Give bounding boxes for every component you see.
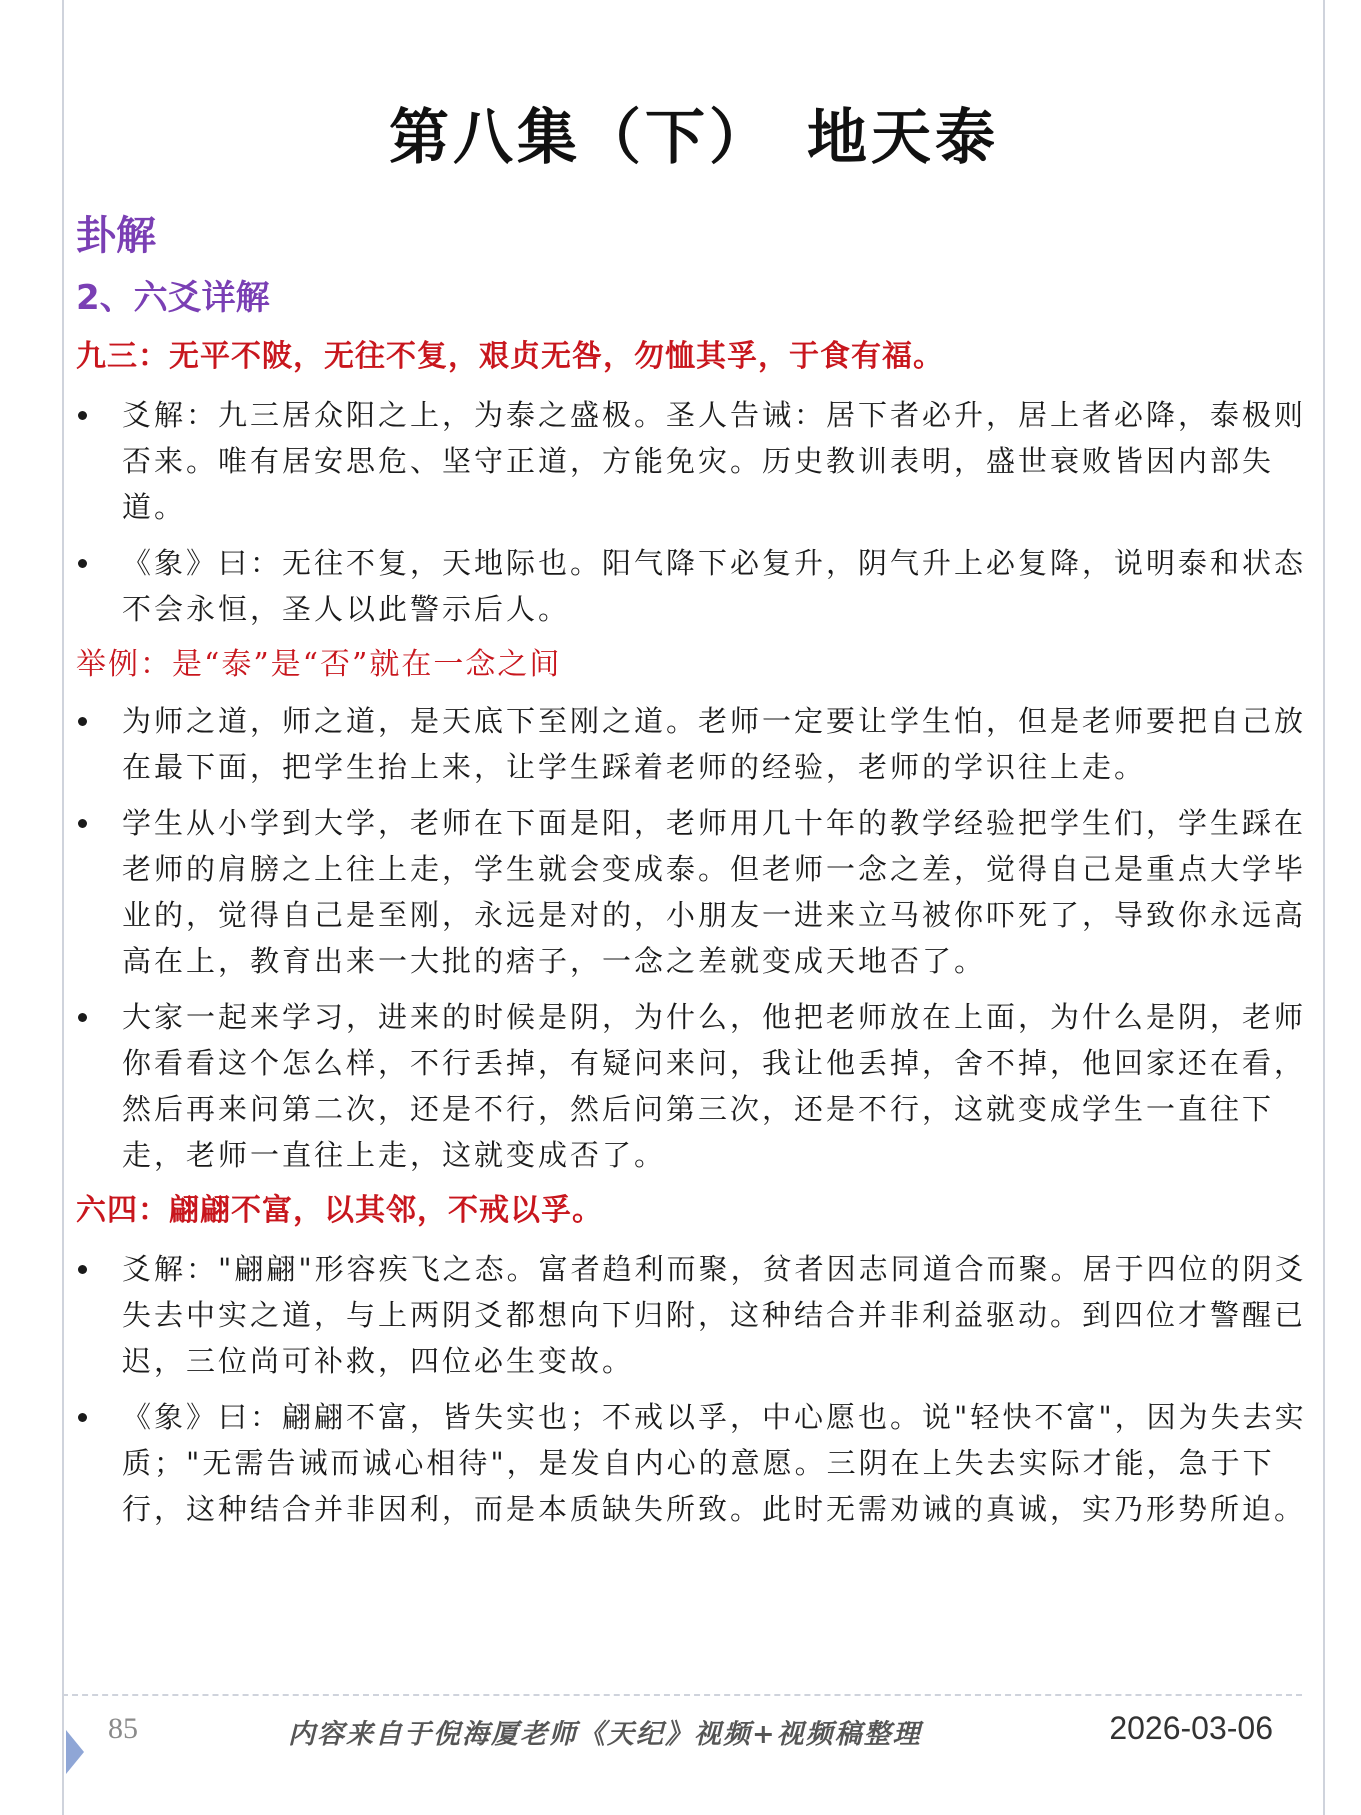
list-item-text: 《象》曰：无往不复，天地际也。阳气降下必复升，阴气升上必复降，说明泰和状态不会永恒，圣人以此警示后人。 — [122, 546, 1307, 626]
example-bullet-list — [76, 698, 1308, 1178]
footer-date: 2026-03-06 — [1109, 1710, 1273, 1746]
list-item — [76, 800, 1308, 984]
list-item — [76, 698, 1308, 790]
sub-heading: 2、六爻详解 — [76, 278, 270, 318]
list-item-text: 为师之道，师之道，是天底下至刚之道。老师一定要让学生怕，但是老师要把自己放在最下面，把学生抬上来，让学生踩着老师的经验，老师的学识往上走。 — [122, 704, 1307, 784]
list-item — [76, 1246, 1308, 1384]
line-93-heading: 九三：无平不陂，无往不复，艰贞无咎，勿恤其孚，于食有福。 — [76, 339, 944, 374]
list-item — [76, 392, 1308, 530]
bullet-icon — [78, 1413, 87, 1422]
line-64-heading: 六四：翩翩不富，以其邻，不戒以孚。 — [76, 1193, 603, 1228]
bullet-icon — [78, 1265, 87, 1274]
list-item-text: 爻解："翩翩"形容疾飞之态。富者趋利而聚，贫者因志同道合而聚。居于四位的阴爻失去中实之道，与上两阴爻都想向下归附，这种结合并非利益驱动。到四位才警醒已迟，三位尚可补救，四位必生变故。 — [122, 1252, 1307, 1378]
document-body — [76, 208, 1308, 1542]
page-frame-right — [1323, 0, 1325, 1815]
page-frame-left — [62, 0, 64, 1815]
document-page — [76, 0, 1312, 1815]
list-item — [76, 540, 1308, 632]
page-number: 85 — [108, 1712, 138, 1745]
footer-divider — [62, 1694, 1302, 1696]
bullet-icon — [78, 559, 87, 568]
list-item — [76, 994, 1308, 1178]
line-93-bullet-list — [76, 392, 1308, 632]
section-heading: 卦解 — [76, 213, 156, 259]
list-item-text: 大家一起来学习，进来的时候是阴，为什么，他把老师放在上面，为什么是阴，老师你看看这个怎么样，不行丢掉，有疑问来问，我让他丢掉，舍不掉，他回家还在看，然后再来问第二次，还是不行，然后问第三次，还是不行，这就变成学生一直往下走，老师一直往上走，这就变成否了。 — [122, 1000, 1307, 1172]
footer-source-note: 内容来自于倪海厦老师《天纪》视频+视频稿整理 — [288, 1719, 922, 1750]
list-item-text: 《象》曰：翩翩不富，皆失实也；不戒以孚，中心愿也。说"轻快不富"，因为失去实质；"无需告诫而诚心相待"，是发自内心的意愿。三阴在上失去实际才能，急于下行，这种结合并非因利，而是本质缺失所致。此时无需劝诫的真诚，实乃形势所迫。 — [122, 1400, 1307, 1526]
list-item-text: 爻解：九三居众阳之上，为泰之盛极。圣人告诫：居下者必升，居上者必降，泰极则否来。唯有居安思危、坚守正道，方能免灾。历史教训表明，盛世衰败皆因内部失道。 — [122, 398, 1307, 524]
page-title: 第八集（下） 地天泰 — [389, 103, 999, 173]
list-item-text: 学生从小学到大学，老师在下面是阳，老师用几十年的教学经验把学生们，学生踩在老师的肩膀之上往上走，学生就会变成泰。但老师一念之差，觉得自己是重点大学毕业的，觉得自己是至刚，永远是对的，小朋友一进来立马被你吓死了，导致你永远高高在上，教育出来一大批的痞子，一念之差就变成天地否了。 — [122, 806, 1307, 978]
example-heading: 举例：是“泰”是“否”就在一念之间 — [76, 647, 562, 682]
list-item — [76, 1394, 1308, 1532]
bullet-icon — [78, 819, 87, 828]
bullet-icon — [78, 411, 87, 420]
line-64-bullet-list — [76, 1246, 1308, 1532]
triangle-right-icon — [66, 1730, 84, 1774]
bullet-icon — [78, 717, 87, 726]
bullet-icon — [78, 1013, 87, 1022]
